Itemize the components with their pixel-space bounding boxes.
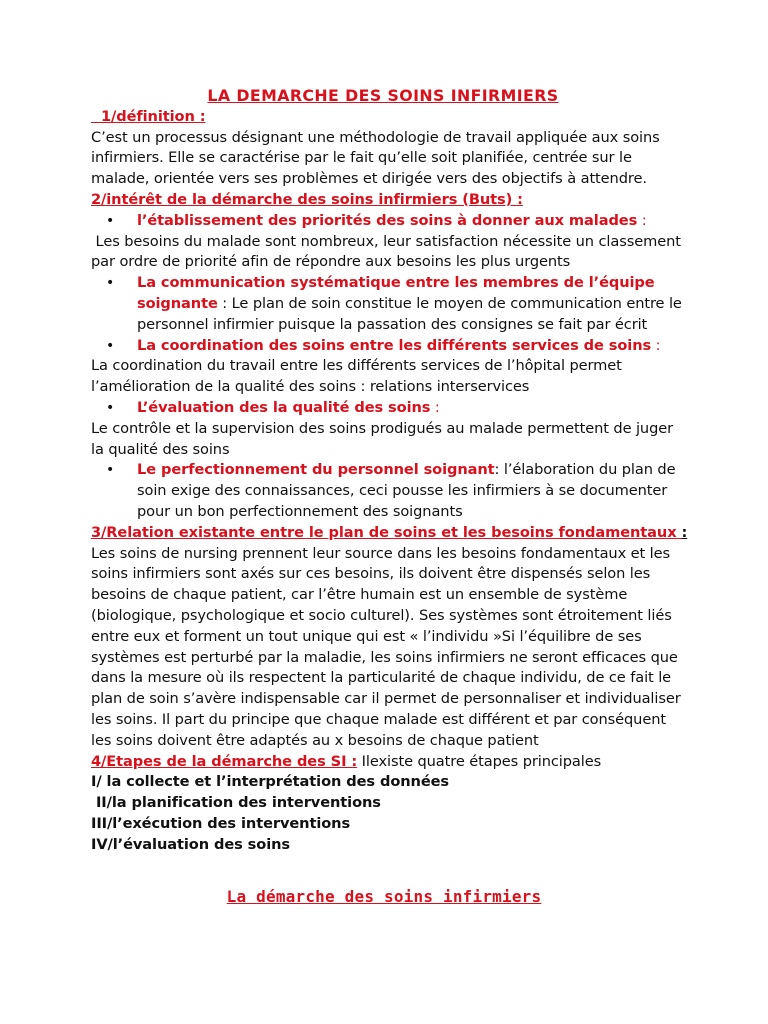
bullet-4-text: Le contrôle et la supervision des soins prodigués au malade permettent de juger la qualité des soins — [91, 419, 674, 458]
step-item: II/la planification des interventions — [91, 794, 381, 812]
section-3-text: Les soins de nursing prennent leur source dans les besoins fondamentaux et les soins infirmiers sont axés sur ces besoins, ils doivent être dispensés selon les besoins de chaque patient, car l’être humain est un ensemble de système (biologique, psychologique et socio culturel). Ses systèmes sont étroitement liés entre eux et forment un tout unique qui est « l’individu »Si l’équilibre de ses systèmes est perturbé par la maladie, les soins infirmiers ne seront efficaces que dans la mesure où ils respectent la particularité de chaque individu, de ce fait le plan de soin s’avère indispensable car il permet de personnaliser et individualiser les soins. Il part du principe que chaque malade est différent et par conséquent les soins doivent être adaptés au x besoins de chaque patient — [91, 544, 681, 749]
section-1-heading: 1/définition : — [91, 107, 206, 125]
section-3-heading-line — [91, 523, 688, 544]
section-4-heading: 4/Etapes de la démarche des SI : — [91, 752, 358, 770]
list-item — [91, 211, 683, 232]
section-1-text: C’est un processus désignant une méthodologie de travail appliquée aux soins infirmiers. Elle se caractérise par le fait qu’elle soit planifiée, centrée sur le malade, orientée vers ses problèmes et dirigée vers des objectifs à attendre. — [91, 128, 660, 188]
bullet-1-label: l’établissement des priorités des soins à donner aux malades — [137, 211, 638, 229]
section-2-list-b — [91, 273, 683, 356]
bullet-4-label: L’évaluation des la qualité des soins — [137, 398, 431, 416]
section-4-steps — [91, 772, 683, 855]
document-body — [91, 86, 688, 855]
step-item: I/ la collecte et l’interprétation des données — [91, 773, 450, 791]
section-2-list-d — [91, 460, 683, 522]
section-3-heading-colon: : — [681, 523, 688, 541]
bullet-1-separator: : — [637, 211, 647, 229]
list-item — [91, 336, 683, 357]
bullet-3-separator: : — [651, 336, 661, 354]
step-item: III/l’exécution des interventions — [91, 814, 351, 832]
bullet-2-label: La communication systématique entre les membres de l’équipe soignante — [137, 274, 655, 312]
section-4-heading-line — [91, 752, 683, 773]
step-item: IV/l’évaluation des soins — [91, 835, 290, 853]
section-4-intro: Ilexiste quatre étapes principales — [357, 752, 602, 770]
bullet-1-text: Les besoins du malade sont nombreux, leur satisfaction nécessite un classement par ordre de priorité afin de répondre aux besoins les plus urgents — [91, 232, 686, 271]
section-2-list — [91, 211, 683, 232]
bullet-2-text: : Le plan de soin constitue le moyen de communication entre le personnel infirmier puisque la passation des consignes se fait par écrit — [137, 294, 682, 333]
bullet-5-label: Le perfectionnement du personnel soignant — [137, 461, 495, 479]
section-3-heading: 3/Relation existante entre le plan de soins et les besoins fondamentaux — [91, 523, 682, 541]
document-title: LA DEMARCHE DES SOINS INFIRMIERS — [207, 86, 559, 105]
list-item — [91, 460, 683, 522]
bullet-5-text: : l’élaboration du plan de soin exige des connaissances, ceci pousse les infirmiers à se documenter pour un bon perfectionnement des soignants — [137, 461, 676, 520]
section-2-heading: 2/intérêt de la démarche des soins infirmiers (Buts) : — [91, 190, 523, 208]
footer-title: La démarche des soins infirmiers — [226, 887, 542, 906]
bullet-4-separator: : — [430, 398, 440, 416]
bullet-3-label: La coordination des soins entre les différents services de soins — [137, 336, 652, 354]
list-item — [91, 273, 683, 335]
bullet-3-text: La coordination du travail entre les différents services de l’hôpital permet l’amélioration de la qualité des soins : relations interservices — [91, 357, 622, 396]
section-2-list-c — [91, 398, 683, 419]
list-item — [91, 398, 683, 419]
